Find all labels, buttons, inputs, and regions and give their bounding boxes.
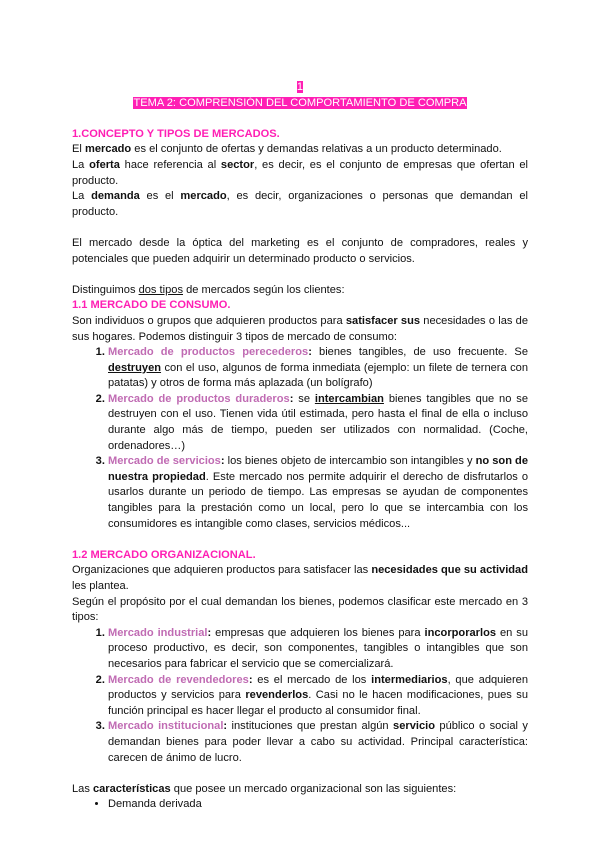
section-1-1-heading: 1.1 MERCADO DE CONSUMO. — [72, 299, 231, 312]
paragraph-mercado: El mercado es el conjunto de ofertas y demandas relativas a un producto determinado. — [72, 143, 502, 156]
paragraph-caracteristicas: Las características que posee un mercado organizacional son las siguientes: — [72, 782, 457, 795]
paragraph-distinguimos: Distinguimos dos tipos de mercados según los clientes: — [72, 283, 345, 296]
list-item: • Demanda derivada — [108, 797, 528, 813]
organizacional-list — [72, 626, 528, 766]
paragraph-demanda: La demanda es el mercado, es decir, organizaciones o personas que demandan el producto. — [72, 190, 528, 218]
paragraph-consumo-intro: Son individuos o grupos que adquieren productos para satisfacer sus necesidades o las de sus hogares. Podemos distinguir 3 tipos de mercado de consumo: — [72, 314, 528, 343]
page-mark: 1 — [296, 81, 304, 93]
section-1-heading: 1.CONCEPTO Y TIPOS DE MERCADOS. — [72, 127, 280, 140]
consumo-list — [72, 345, 528, 532]
page-title: TEMA 2: COMPRENSIÓN DEL COMPORTAMIENTO DE COMPRA — [133, 96, 467, 109]
list-item: 1. Mercado de productos perecederos: bienes tangibles, de uso frecuente. Se destruyen con el uso, algunos de forma inmediata (ejemplo: un filete de ternera con patatas) y otros de forma más aplazada (un bolígrafo) — [108, 345, 528, 392]
list-item: 3. Mercado institucional: instituciones que prestan algún servicio público o social y demandan bienes para poder llevar a cabo su actividad. Principal característica: carecen de ánimo de lucro. — [108, 719, 528, 766]
list-item: 2. Mercado de productos duraderos: se intercambian bienes tangibles que no se destruyen con el uso. Tienen vida útil estimada, pero hasta el final de ella o incluso durante algo más de tiempo, pueden ser utilizados con normalidad. (Coche, ordenadores…) — [108, 392, 528, 454]
paragraph-marketing: El mercado desde la óptica del marketing es el conjunto de compradores, reales y potenciales que pueden adquirir un determinado producto o servicios. — [72, 236, 528, 265]
paragraph-segun: Según el propósito por el cual demandan los bienes, podemos clasificar este mercado en 3 tipos: — [72, 595, 528, 624]
caracteristicas-list — [72, 797, 528, 813]
list-item: 1. Mercado industrial: empresas que adquieren los bienes para incorporarlos en su proceso productivo, es decir, son componentes, tangibles o intangibles que son necesarios para fabricar el servicio que se comercializará. — [108, 626, 528, 673]
section-1-2-heading: 1.2 MERCADO ORGANIZACIONAL. — [72, 548, 256, 561]
paragraph-oferta: La oferta hace referencia al sector, es decir, es el conjunto de empresas que ofertan el producto. — [72, 158, 528, 187]
list-item: 2. Mercado de revendedores: es el mercado de los intermediarios, que adquieren productos y servicios para revenderlos. Casi no le hacen modificaciones, pues su función principal es hacer llegar el producto al consumidor final. — [108, 673, 528, 720]
list-item: 3. Mercado de servicios: los bienes objeto de intercambio son intangibles y no son de nuestra propiedad. Este mercado nos permite adquirir el derecho de disfrutarlos o usarlos durante un periodo de tiempo. Las empresas se ayudan de componentes tangibles para la prestación como un local, pero lo que se intercambia con los consumidores es intangible como clases, servicios médicos... — [108, 454, 528, 532]
paragraph-organizacional-intro: Organizaciones que adquieren productos para satisfacer las necesidades que su actividad les plantea. — [72, 564, 529, 592]
